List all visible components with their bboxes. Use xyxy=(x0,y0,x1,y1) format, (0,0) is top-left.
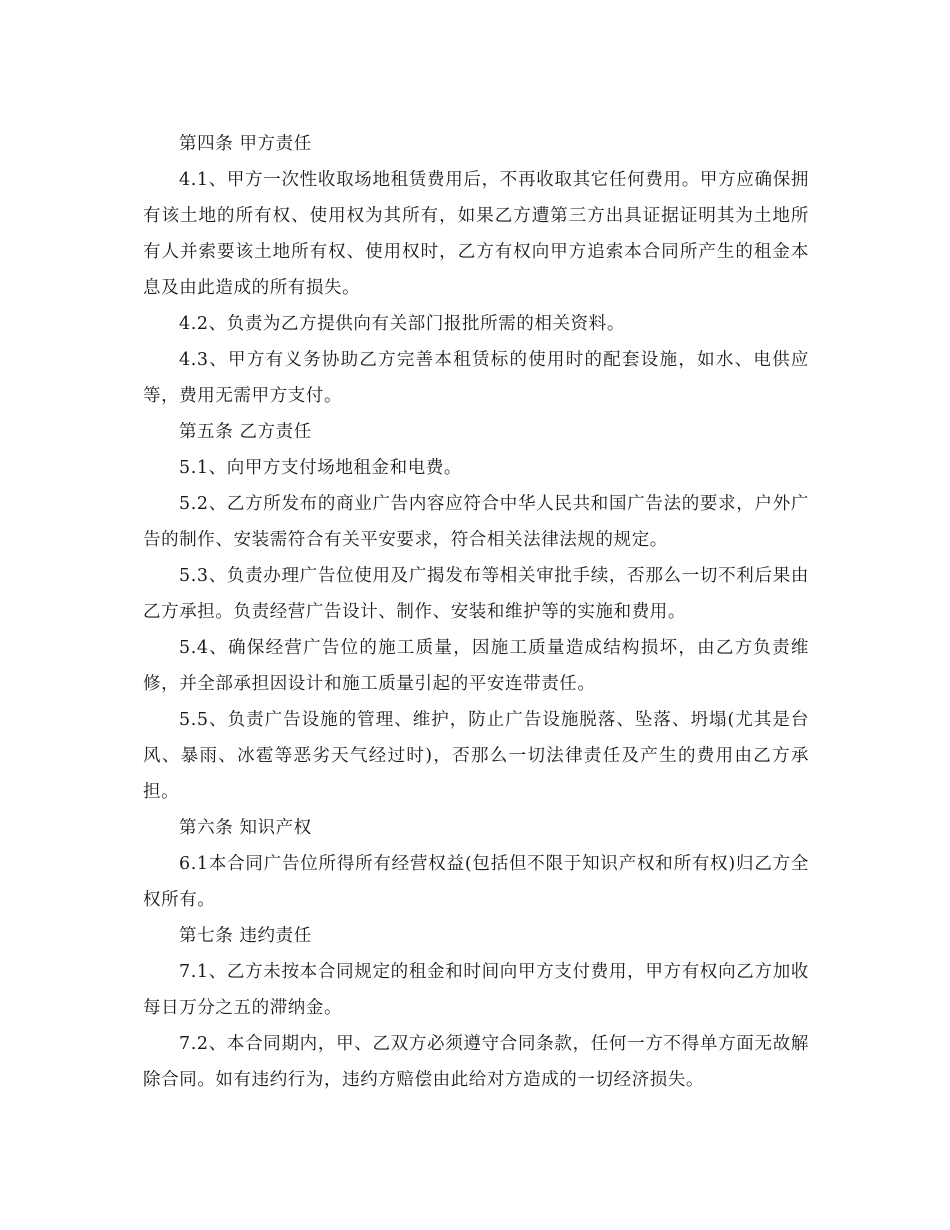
clause-5-2: 5.2、乙方所发布的商业广告内容应符合中华人民共和国广告法的要求，户外广告的制作、安装需符合有关平安要求，符合相关法律法规的规定。 xyxy=(143,494,809,550)
clause-7-1: 7.1、乙方未按本合同规定的租金和时间向甲方支付费用，甲方有权向乙方加收每日万分之五的滞纳金。 xyxy=(143,962,809,1018)
clause-4-2: 4.2、负责为乙方提供向有关部门报批所需的相关资料。 xyxy=(179,314,625,334)
document-page xyxy=(143,126,809,1098)
clause-5-3: 5.3、负责办理广告位使用及广揭发布等相关审批手续，否那么一切不利后果由乙方承担。负责经营广告设计、制作、安装和维护等的实施和费用。 xyxy=(143,566,809,622)
section-heading-5: 第五条 乙方责任 xyxy=(179,422,312,442)
section-heading-6: 第六条 知识产权 xyxy=(179,818,312,838)
clause-5-5: 5.5、负责广告设施的管理、维护，防止广告设施脱落、坠落、坍塌(尤其是台风、暴雨、冰雹等恶劣天气经过时)，否那么一切法律责任及产生的费用由乙方承担。 xyxy=(143,710,809,802)
clause-6-1: 6.1本合同广告位所得所有经营权益(包括但不限于知识产权和所有权)归乙方全权所有。 xyxy=(143,854,809,910)
clause-5-4: 5.4、确保经营广告位的施工质量，因施工质量造成结构损坏，由乙方负责维修，并全部承担因设计和施工质量引起的平安连带责任。 xyxy=(143,638,809,694)
clause-5-1: 5.1、向甲方支付场地租金和电费。 xyxy=(179,458,463,478)
clause-7-2: 7.2、本合同期内，甲、乙双方必须遵守合同条款，任何一方不得单方面无故解除合同。如有违约行为，违约方赔偿由此给对方造成的一切经济损失。 xyxy=(143,1034,809,1090)
clause-4-3: 4.3、甲方有义务协助乙方完善本租赁标的使用时的配套设施，如水、电供应等，费用无需甲方支付。 xyxy=(143,350,809,406)
section-heading-4: 第四条 甲方责任 xyxy=(179,134,312,154)
section-heading-7: 第七条 违约责任 xyxy=(179,926,312,946)
clause-4-1: 4.1、甲方一次性收取场地租赁费用后，不再收取其它任何费用。甲方应确保拥有该土地的所有权、使用权为其所有，如果乙方遭第三方出具证据证明其为土地所有人并索要该土地所有权、使用权时，乙方有权向甲方追索本合同所产生的租金本息及由此造成的所有损失。 xyxy=(143,170,809,298)
